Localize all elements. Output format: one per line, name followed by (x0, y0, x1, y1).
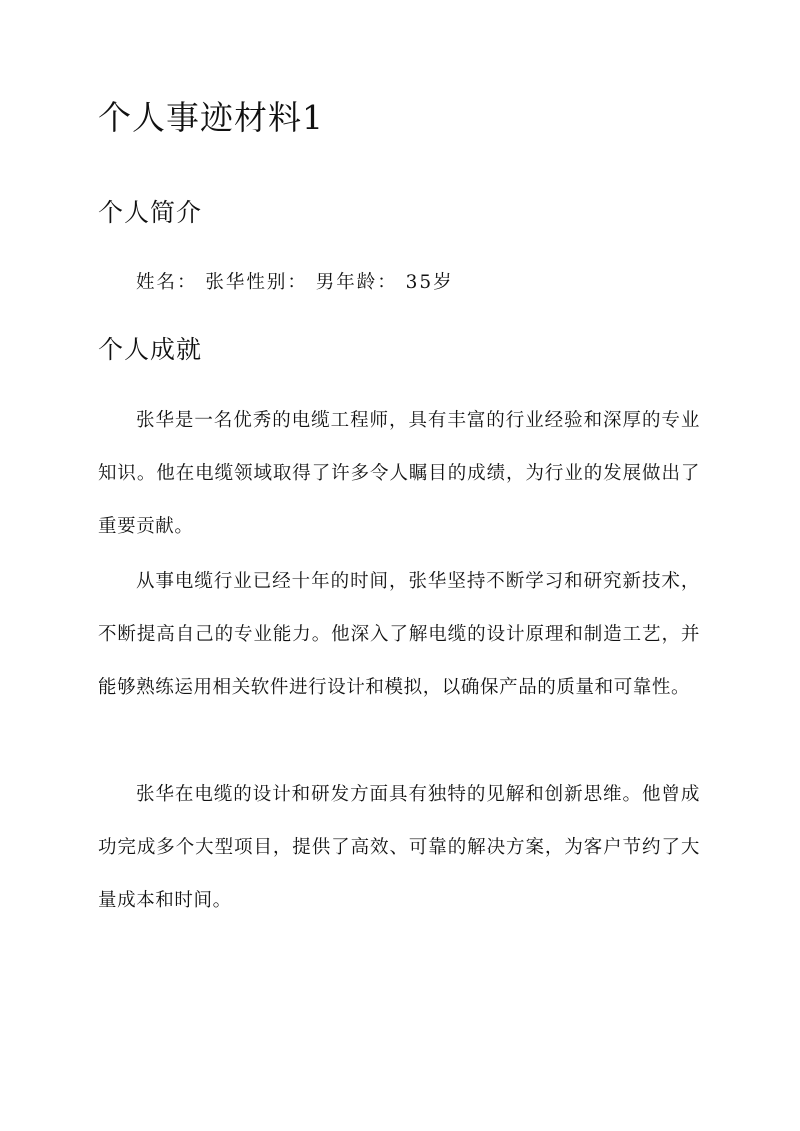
section-heading-achievements: 个人成就 (98, 335, 203, 364)
achievement-paragraph-3: 张华在电缆的设计和研发方面具有独特的见解和创新思维。他曾成功完成多个大型项目，提供了高效、可靠的解决方案，为客户节约了大量成本和时间。 (98, 784, 700, 911)
document-title: 个人事迹材料1 (98, 98, 324, 137)
achievement-paragraph-1: 张华是一名优秀的电缆工程师，具有丰富的行业经验和深厚的专业知识。他在电缆领域取得了许多令人瞩目的成绩，为行业的发展做出了重要贡献。 (98, 410, 700, 537)
achievement-paragraph-2: 从事电缆行业已经十年的时间，张华坚持不断学习和研究新技术，不断提高自己的专业能力。他深入了解电缆的设计原理和制造工艺，并能够熟练运用相关软件进行设计和模拟，以确保产品的质量和可靠性。 (98, 571, 700, 698)
intro-info-line: 姓名： 张华性别： 男年龄： 35岁 (136, 272, 454, 293)
section-heading-intro: 个人简介 (98, 198, 203, 227)
